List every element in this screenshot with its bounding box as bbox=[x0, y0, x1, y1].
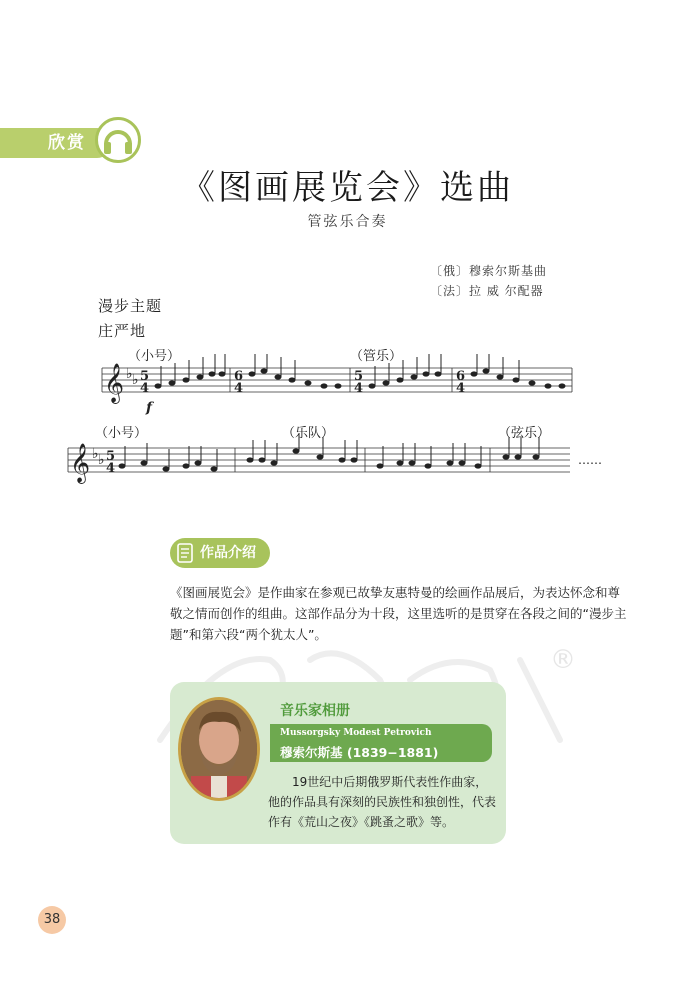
composer-credit: 〔俄〕穆索尔斯基曲 bbox=[430, 264, 548, 278]
time-signature-top: 6 bbox=[234, 369, 244, 384]
flat-icon: ♭ bbox=[126, 366, 133, 382]
page-subtitle: 管弦乐合奏 bbox=[307, 214, 388, 230]
time-signature-bottom: 4 bbox=[234, 381, 244, 396]
instrument-label: （小号） bbox=[95, 426, 148, 441]
musician-name-latin: Mussorgsky Modest Petrovich bbox=[280, 728, 432, 738]
time-signature-top: 5 bbox=[106, 449, 116, 464]
continuation-mark: …… bbox=[578, 453, 602, 467]
treble-clef-icon: 𝄞 bbox=[104, 363, 125, 403]
theme-label: 漫步主题 bbox=[98, 297, 163, 315]
staff-row-2 bbox=[68, 448, 570, 472]
page-title: 《图画展览会》选曲 bbox=[181, 168, 514, 208]
portrait bbox=[178, 697, 260, 801]
flat-icon: ♭ bbox=[98, 452, 105, 468]
instrument-label: （小号） bbox=[128, 349, 181, 364]
time-signature-bottom: 4 bbox=[106, 461, 116, 476]
musician-bio: 19世纪中后期俄罗斯代表性作曲家，他的作品具有深刻的民族性和独创性，代表作有《荒山之夜》《跳蚤之歌》等。 bbox=[268, 775, 497, 829]
intro-heading: 作品介绍 bbox=[200, 545, 256, 561]
album-title: 音乐家相册 bbox=[280, 703, 350, 719]
instrument-label: （管乐） bbox=[350, 349, 403, 364]
page-number: 38 bbox=[38, 906, 66, 934]
musician-name-cn: 穆索尔斯基 (1839−1881) bbox=[280, 745, 439, 760]
scroll-icon bbox=[174, 541, 198, 565]
time-signature-top: 5 bbox=[140, 369, 150, 384]
time-signature-bottom: 4 bbox=[354, 381, 364, 396]
section-label: 欣赏 bbox=[48, 133, 86, 153]
headphones-icon bbox=[95, 117, 141, 163]
time-signature-bottom: 4 bbox=[456, 381, 466, 396]
dynamic-marking: f bbox=[146, 400, 153, 416]
time-signature-top: 5 bbox=[354, 369, 364, 384]
music-score bbox=[60, 340, 620, 490]
time-signature-top: 6 bbox=[456, 369, 466, 384]
tempo-label: 庄严地 bbox=[98, 322, 147, 340]
instrument-label: （乐队） bbox=[282, 426, 335, 441]
portrait-image bbox=[181, 700, 257, 798]
flat-icon: ♭ bbox=[132, 372, 139, 388]
time-signature-bottom: 4 bbox=[140, 381, 150, 396]
intro-paragraph: 《图画展览会》是作曲家在参观已故挚友惠特曼的绘画作品展后，为表达怀念和尊敬之情而创作的组曲。这部作品分为十段，这里选听的是贯穿在各段之间的“漫步主题”和第六段“两个犹太人”。 bbox=[170, 585, 627, 642]
instrument-label: （弦乐） bbox=[498, 426, 551, 441]
registered-mark: ® bbox=[550, 645, 576, 675]
stems-row-1 bbox=[161, 354, 519, 386]
flat-icon: ♭ bbox=[92, 446, 99, 462]
treble-clef-icon: 𝄞 bbox=[70, 443, 91, 483]
arranger-credit: 〔法〕拉 威 尔配器 bbox=[430, 284, 544, 298]
